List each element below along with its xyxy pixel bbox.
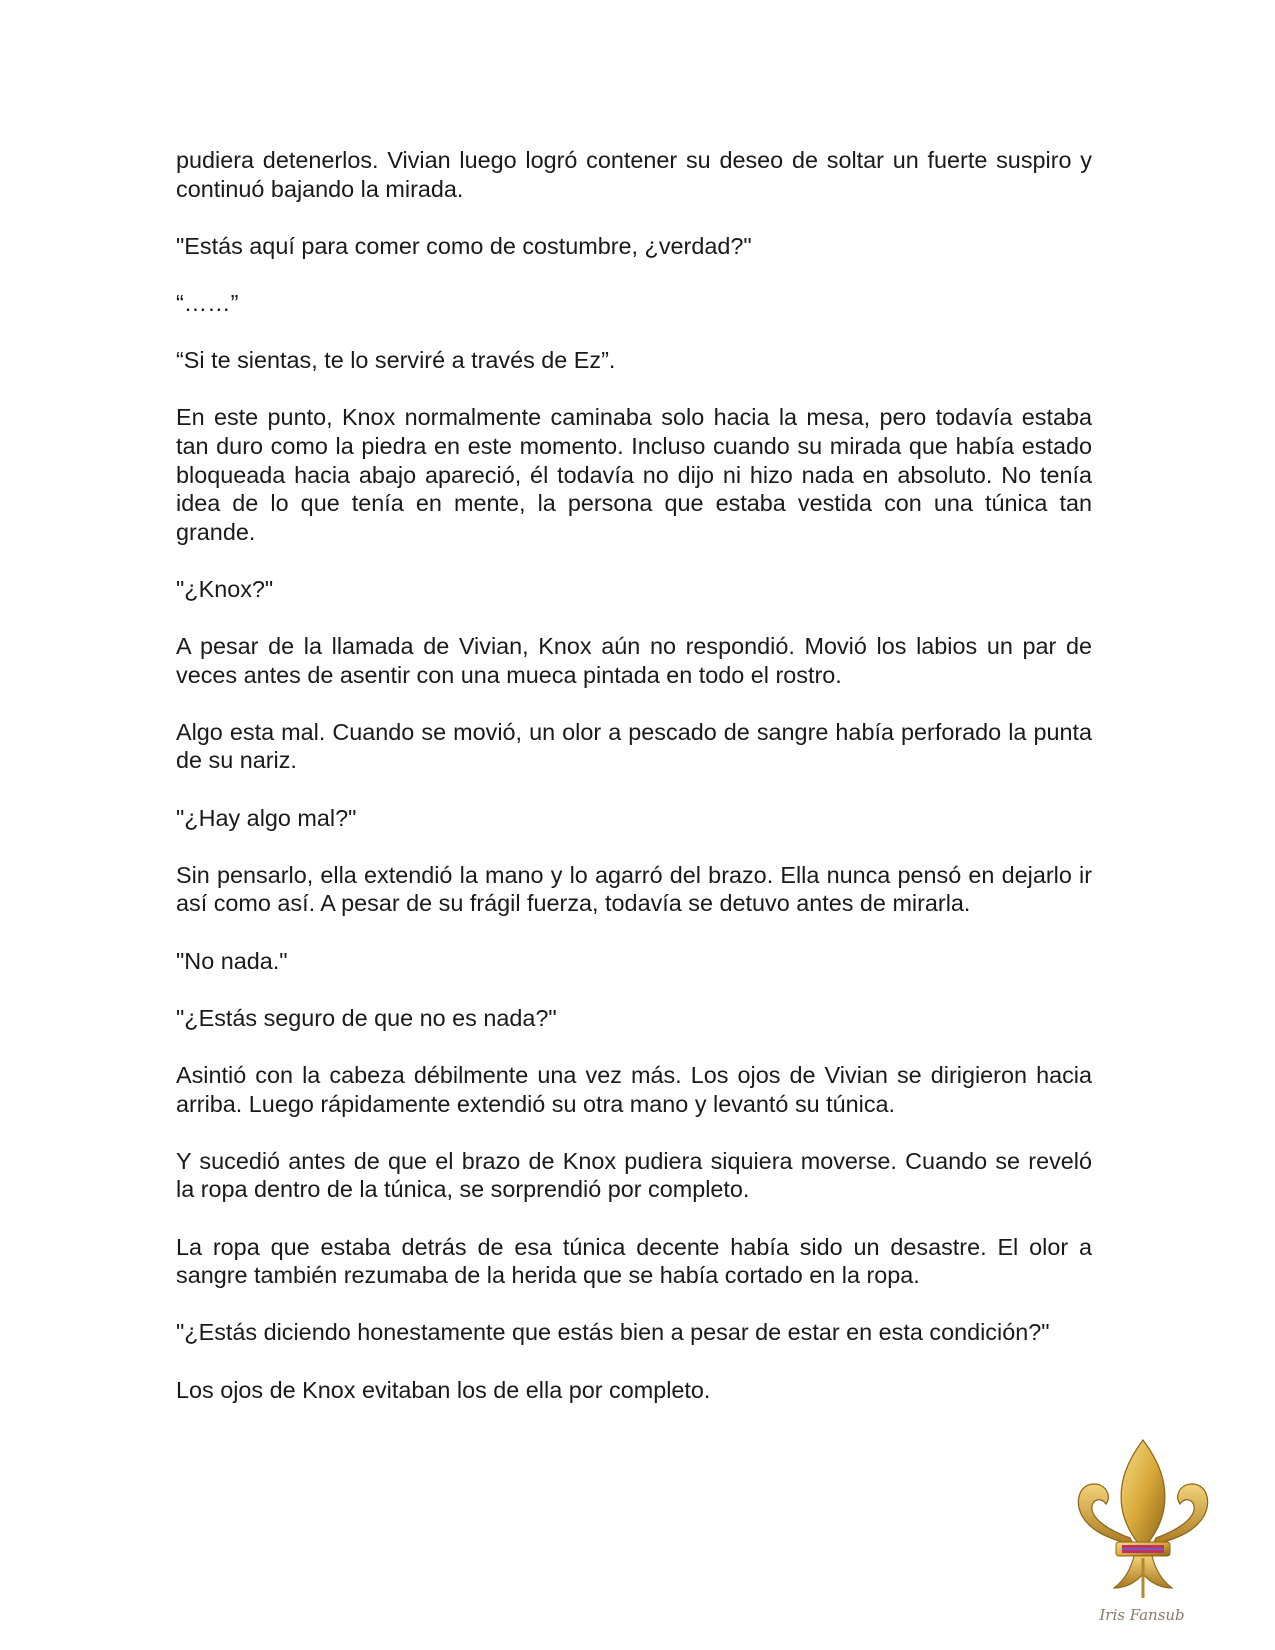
paragraph-5: En este punto, Knox normalmente caminaba solo hacia la mesa, pero todavía estaba tan duro como la piedra en este momento. Incluso cuando su mirada que había estado bloqueada hacia abajo apareció, él todavía no dijo ni hizo nada en absoluto. No tenía idea de lo que tenía en mente, la persona que estaba vestida con una túnica tan grande. [176, 404, 1092, 545]
paragraph-10: Sin pensarlo, ella extendió la mano y lo agarró del brazo. Ella nunca pensó en dejarlo ir así como así. A pesar de su frágil fuerza, todavía se detuvo antes de mirarla. [176, 861, 1092, 917]
paragraph-13: Asintió con la cabeza débilmente una vez más. Los ojos de Vivian se dirigieron hacia arriba. Luego rápidamente extendió su otra mano y levantó su túnica. [176, 1062, 1092, 1117]
paragraph-1: pudiera detenerlos. Vivian luego logró contener su deseo de soltar un fuerte suspiro y continuó bajando la mirada. [176, 147, 1092, 202]
paragraph-7: A pesar de la llamada de Vivian, Knox aún no respondió. Movió los labios un par de veces antes de asentir con una mueca pintada en todo el rostro. [176, 633, 1092, 688]
paragraph-9: "¿Hay algo mal?" [176, 804, 357, 831]
paragraph-15: La ropa que estaba detrás de esa túnica decente había sido un desastre. El olor a sangre también rezumaba de la herida que se había cortado en la ropa. [176, 1233, 1092, 1289]
paragraph-17: Los ojos de Knox evitaban los de ella por completo. [176, 1376, 711, 1403]
fansub-signature: Iris Fansub [1099, 1606, 1185, 1624]
fleur-de-lis-icon [1072, 1438, 1214, 1628]
paragraph-11: "No nada." [176, 947, 288, 974]
paragraph-12: "¿Estás seguro de que no es nada?" [176, 1004, 557, 1031]
paragraph-14: Y sucedió antes de que el brazo de Knox pudiera siquiera moverse. Cuando se reveló la ropa dentro de la túnica, se sorprendió por completo. [176, 1147, 1092, 1203]
paragraph-16: "¿Estás diciendo honestamente que estás bien a pesar de estar en esta condición?" [176, 1319, 1050, 1346]
paragraph-8: Algo esta mal. Cuando se movió, un olor a pescado de sangre había perforado la punta de su nariz. [176, 718, 1092, 774]
paragraph-6: "¿Knox?" [176, 575, 274, 602]
paragraph-4: “Si te sientas, te lo serviré a través de Ez”. [176, 347, 616, 374]
fansub-logo [1072, 1438, 1214, 1628]
paragraph-2: "Estás aquí para comer como de costumbre, ¿verdad?" [176, 232, 752, 259]
document-body [176, 146, 1092, 1433]
paragraph-3: “……” [176, 289, 239, 316]
